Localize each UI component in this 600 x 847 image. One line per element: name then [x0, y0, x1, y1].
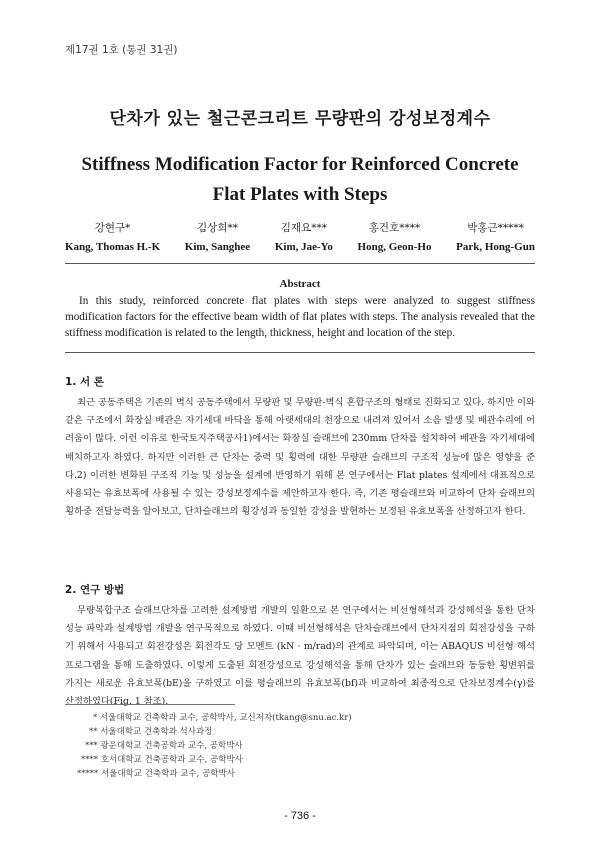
footnote: ***** 서울대학교 건축학과 교수, 공학박사	[77, 769, 235, 779]
author-1	[65, 220, 160, 253]
author-name-ko: 김재요***	[280, 222, 327, 234]
volume-header: 제17권 1호 (통권 31권)	[65, 44, 178, 56]
author-name-ko: 강현구*	[94, 222, 131, 234]
title-korean: 단차가 있는 철근콘크리트 무량판의 강성보정계수	[109, 109, 491, 129]
author-name-ko: 김상희**	[197, 222, 238, 234]
author-4	[358, 220, 432, 253]
author-name-en: Kang, Thomas H.-K	[65, 241, 161, 253]
footnote: * 서울대학교 건축학과 교수, 공학박사, 교신저자(tkang@snu.ac.kr)	[93, 713, 352, 723]
author-name-en: Hong, Geon-Ho	[357, 241, 432, 253]
section-heading: 1. 서 론	[65, 376, 104, 388]
divider	[65, 352, 535, 353]
divider	[65, 263, 535, 264]
author-name-en: Park, Hong-Gun	[456, 241, 535, 253]
footnote: ** 서울대학교 건축학과 석사과정	[89, 727, 213, 737]
author-2	[185, 220, 250, 253]
author-5	[456, 220, 535, 253]
author-3	[275, 220, 333, 253]
author-name-ko: 박홍근*****	[467, 222, 524, 234]
author-name-ko: 홍건호****	[368, 222, 421, 234]
section-paragraph: 무량복합구조 슬래브단차를 고려한 설계방법 개발의 일환으로 본 연구에서는 비선형해석과 강성해석을 통한 단차성능 파악과 설계방법 개발을 연구목적으로 하였다. 이때 비선형해석은 단차슬래브에서 단차지점의 회전강성을 구하기 위해서 사용되고 회전강성은 회전각도 당 모멘트 (kN · m/rad)의 관계로 파악되며, 이는 ABAQUS 비선형 해석프로그램을 통해 도출하였다. 이렇게 도출된 회전강성으로 강성해석을 통해 단차가 있는 슬래브와 동등한 횡변위를 가지는 새로운 유효보폭(bE)을 구하였고 이를 평슬래브의 유효보폭(bf)과 비교하여 최종적으로 단차보정계수(γ)를 산정하였다(Fig. 1 참조).	[65, 605, 535, 708]
section-paragraph: 최근 공동주택은 기존의 벽식 공동주택에서 무량판 및 무량판-벽식 혼합구조의 형태로 진화되고 있다. 하지만 이와 같은 구조에서 화장실 배관은 자기세대 바닥을 통해 아랫세대의 천장으로 내려져 있어서 소음 발생 및 배관수리에 어려움이 많다. 이런 이유로 한국토지주택공사1)에서는 화장실 슬래브에 230mm 단차를 설치하여 배관을 자기세대에 배치하고자 하였다. 하지만 이러한 큰 단차는 중력 및 횡력에 대한 무량판 슬래브의 구조적 성능에 많은 영향을 준다.2) 이러한 변화된 구조적 기능 및 성능을 설계에 반영하기 위해 본 연구에서는 Flat plates 설계에서 대표적으로 사용되는 유효보폭에 사용될 수 있는 강성보정계수를 제안하고자 한다. 즉, 기존 평슬래브와 비교하여 단차 슬래브의 횡하중 전달능력을 알아보고, 단차슬래브의 횡강성과 동일한 강성을 발현하는 보정된 유효보폭을 산정하고자 한다.	[65, 397, 535, 518]
page-number: - 736 -	[284, 810, 316, 822]
footnote: **** 호서대학교 건축공학과 교수, 공학박사	[81, 755, 243, 765]
footnote-divider	[65, 704, 235, 705]
section-heading: 2. 연구 방법	[65, 584, 125, 596]
abstract-heading: Abstract	[279, 278, 321, 290]
footnote-list	[65, 711, 535, 781]
abstract-text: In this study, reinforced concrete flat plates with steps were analyzed to suggest stiffness modification factors for the effective beam width of flat plates with steps. The analysis revealed that the stiffness modification is related to the length, thickness, height and location of the step.	[65, 295, 535, 339]
author-name-en: Kim, Sanghee	[184, 241, 251, 253]
author-name-en: Kim, Jae-Yo	[274, 241, 333, 253]
title-english: Stiffness Modification Factor for Reinforced Concrete Flat Plates with Steps	[81, 154, 519, 205]
footnote: *** 광운대학교 건축공학과 교수, 공학박사	[85, 741, 243, 751]
author-list	[65, 220, 535, 253]
